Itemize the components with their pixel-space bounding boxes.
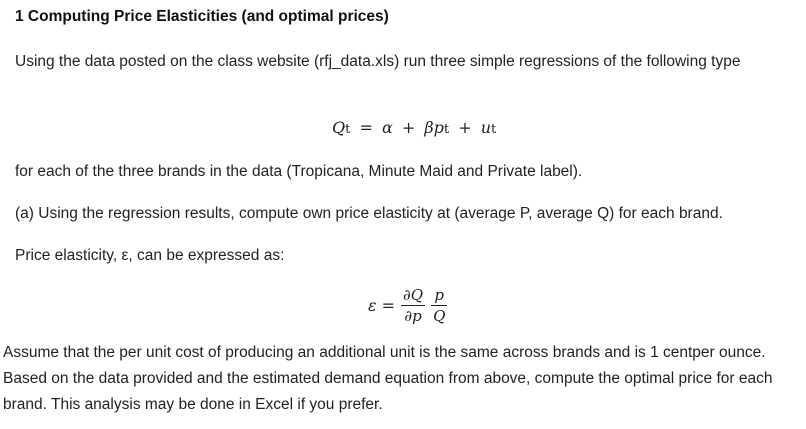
elasticity-equation bbox=[368, 286, 453, 325]
part-a-paragraph: (a) Using the regression results, compute own price elasticity at (average P, average Q) for each brand. bbox=[15, 205, 723, 222]
eq-p-var: p bbox=[433, 118, 444, 137]
fraction-p-q bbox=[431, 286, 447, 325]
eq2-epsilon: ε bbox=[368, 296, 377, 315]
regression-equation bbox=[332, 118, 496, 137]
closing-paragraph: Assume that the per unit cost of producing an additional unit is the same across brands and is 1 centper ounce. Based on the data provided and the estimated demand equation from above, compute the optimal price for each brand. This analysis may be done in Excel if you prefer. bbox=[3, 344, 773, 413]
elasticity-intro: Price elasticity, ε, can be expressed as: bbox=[15, 247, 285, 264]
fraction-denominator: ∂p bbox=[404, 307, 422, 325]
eq-q-var: Q bbox=[332, 118, 346, 137]
eq-equals: = bbox=[359, 118, 373, 137]
fraction-denominator: Q bbox=[433, 307, 446, 325]
fraction-dq-dp bbox=[401, 286, 425, 325]
eq-u-sub: t bbox=[491, 122, 497, 137]
section-heading: 1 Computing Price Elasticities (and optimal prices) bbox=[15, 8, 389, 25]
intro-paragraph: Using the data posted on the class website (rfj_data.xls) run three simple regressions of the following type bbox=[15, 53, 741, 70]
eq-plus-1: + bbox=[401, 118, 416, 137]
brands-paragraph: for each of the three brands in the data (Tropicana, Minute Maid and Private label). bbox=[15, 163, 583, 180]
eq-beta: β bbox=[424, 118, 434, 137]
eq-alpha: α bbox=[381, 118, 393, 137]
eq2-equals: = bbox=[381, 296, 395, 315]
fraction-numerator: ∂Q bbox=[403, 286, 424, 304]
eq-plus-2: + bbox=[458, 118, 472, 137]
eq-p-sub: t bbox=[443, 122, 450, 137]
eq-u-var: u bbox=[480, 118, 491, 137]
eq-q-sub: t bbox=[345, 122, 351, 137]
fraction-numerator: p bbox=[434, 286, 445, 304]
